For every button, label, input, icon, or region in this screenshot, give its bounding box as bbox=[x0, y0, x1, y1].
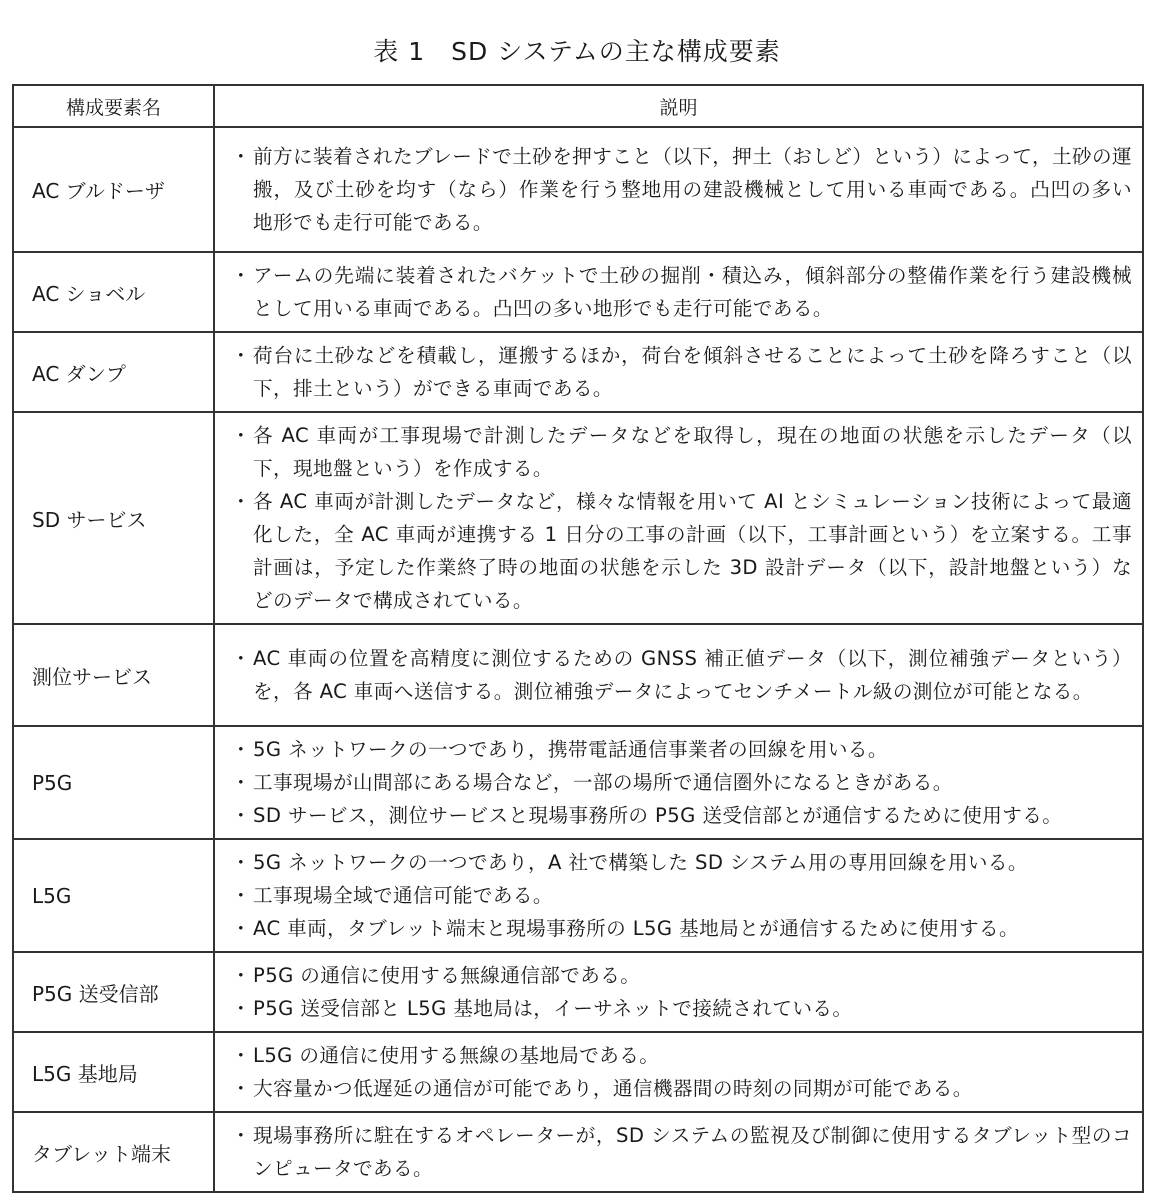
table-row bbox=[13, 839, 1143, 952]
header-description: 説明 bbox=[214, 85, 1143, 127]
component-name: AC ダンプ bbox=[13, 332, 214, 412]
description-item: ・ アームの先端に装着されたバケットで土砂の掘削・積込み，傾斜部分の整備作業を行う建設機械として用いる車両である。凸凹の多い地形でも走行可能である。 bbox=[235, 259, 1132, 325]
component-name: AC ショベル bbox=[13, 252, 214, 332]
component-description bbox=[214, 127, 1143, 252]
table-row bbox=[13, 952, 1143, 1032]
description-item: ・ 各 AC 車両が計測したデータなど，様々な情報を用いて AI とシミュレーション技術によって最適化した，全 AC 車両が連携する 1 日分の工事の計画（以下，工事計画という）を立案する。工事計画は，予定した作業終了時の地面の状態を示した 3D 設計データ（以下，設計地盤という）などのデータで構成されている。 bbox=[235, 485, 1132, 617]
component-description bbox=[214, 412, 1143, 624]
component-description bbox=[214, 332, 1143, 412]
description-item: ・ AC 車両，タブレット端末と現場事務所の L5G 基地局とが通信するために使用する。 bbox=[235, 912, 1132, 945]
component-description bbox=[214, 726, 1143, 839]
component-description bbox=[214, 252, 1143, 332]
description-item: ・ AC 車両の位置を高精度に測位するための GNSS 補正値データ（以下，測位補強データという）を，各 AC 車両へ送信する。測位補強データによってセンチメートル級の測位が可能となる。 bbox=[235, 642, 1132, 708]
description-item: ・ P5G 送受信部と L5G 基地局は，イーサネットで接続されている。 bbox=[235, 992, 1132, 1025]
header-component-name: 構成要素名 bbox=[13, 85, 214, 127]
table-row bbox=[13, 726, 1143, 839]
description-item: ・ P5G の通信に使用する無線通信部である。 bbox=[235, 959, 1132, 992]
description-item: ・ L5G の通信に使用する無線の基地局である。 bbox=[235, 1039, 1132, 1072]
description-item: ・ 5G ネットワークの一つであり，A 社で構築した SD システム用の専用回線を用いる。 bbox=[235, 846, 1132, 879]
table-row bbox=[13, 624, 1143, 726]
description-item: ・ 工事現場全域で通信可能である。 bbox=[235, 879, 1132, 912]
table-row bbox=[13, 332, 1143, 412]
component-description bbox=[214, 952, 1143, 1032]
component-description bbox=[214, 839, 1143, 952]
component-description bbox=[214, 1032, 1143, 1112]
table-row bbox=[13, 1112, 1143, 1192]
description-item: ・ 大容量かつ低遅延の通信が可能であり，通信機器間の時刻の同期が可能である。 bbox=[235, 1072, 1132, 1105]
description-item: ・ 各 AC 車両が工事現場で計測したデータなどを取得し，現在の地面の状態を示したデータ（以下，現地盤という）を作成する。 bbox=[235, 419, 1132, 485]
component-name: L5G 基地局 bbox=[13, 1032, 214, 1112]
component-name: AC ブルドーザ bbox=[13, 127, 214, 252]
component-name: L5G bbox=[13, 839, 214, 952]
description-item: ・ 現場事務所に駐在するオペレーターが，SD システムの監視及び制御に使用するタブレット型のコンピュータである。 bbox=[235, 1119, 1132, 1185]
description-item: ・ 工事現場が山間部にある場合など，一部の場所で通信圏外になるときがある。 bbox=[235, 766, 1132, 799]
description-item: ・ SD サービス，測位サービスと現場事務所の P5G 送受信部とが通信するために使用する。 bbox=[235, 799, 1132, 832]
component-description bbox=[214, 1112, 1143, 1192]
description-item: ・ 5G ネットワークの一つであり，携帯電話通信事業者の回線を用いる。 bbox=[235, 733, 1132, 766]
component-name: P5G 送受信部 bbox=[13, 952, 214, 1032]
table-title: 表 1 SD システムの主な構成要素 bbox=[373, 37, 781, 66]
table-row bbox=[13, 1032, 1143, 1112]
table-row bbox=[13, 412, 1143, 624]
table-row bbox=[13, 252, 1143, 332]
description-item: ・ 荷台に土砂などを積載し，運搬するほか，荷台を傾斜させることによって土砂を降ろすこと（以下，排土という）ができる車両である。 bbox=[235, 339, 1132, 405]
description-item: ・ 前方に装着されたブレードで土砂を押すこと（以下，押土（おしど）という）によって，土砂の運搬，及び土砂を均す（なら）作業を行う整地用の建設機械として用いる車両である。凸凹の多い地形でも走行可能である。 bbox=[235, 140, 1132, 239]
table-row bbox=[13, 127, 1143, 252]
header-row bbox=[13, 85, 1143, 127]
component-name: 測位サービス bbox=[13, 624, 214, 726]
component-name: SD サービス bbox=[13, 412, 214, 624]
component-name: P5G bbox=[13, 726, 214, 839]
components-table bbox=[12, 84, 1144, 1193]
component-description bbox=[214, 624, 1143, 726]
component-name: タブレット端末 bbox=[13, 1112, 214, 1192]
